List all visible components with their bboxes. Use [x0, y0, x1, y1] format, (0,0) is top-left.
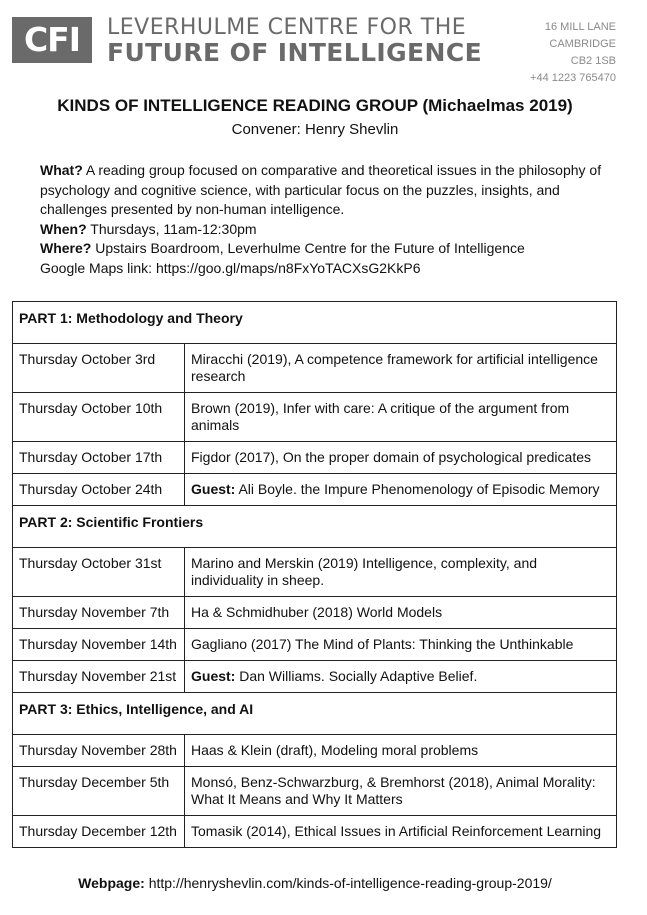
section-row: [13, 506, 617, 548]
session-reading: Monsó, Benz-Schwarzburg, & Bremhorst (2018), Animal Morality: What It Means and Why It Matters: [191, 774, 596, 807]
session-reading-cell: [185, 344, 617, 393]
session-row: [13, 548, 617, 597]
address-line: CB2 1SB: [570, 55, 616, 67]
session-row: [13, 474, 617, 506]
session-date: Thursday November 7th: [13, 597, 185, 629]
session-reading: Brown (2019), Infer with care: A critique of the argument from animals: [191, 400, 570, 433]
session-reading-cell: [185, 548, 617, 597]
session-row: [13, 735, 617, 767]
session-reading-cell: [185, 393, 617, 442]
cfi-logo: CFI: [12, 17, 92, 63]
session-reading: Ha & Schmidhuber (2018) World Models: [191, 604, 443, 620]
session-reading-cell: [185, 767, 617, 816]
session-row: [13, 629, 617, 661]
session-reading-cell: [185, 661, 617, 693]
session-row: [13, 816, 617, 848]
where-text: Upstairs Boardroom, Leverhulme Centre for the Future of Intelligence: [95, 240, 525, 256]
session-reading-cell: [185, 442, 617, 474]
when-text: Thursdays, 11am-12:30pm: [90, 220, 257, 237]
session-row: [13, 442, 617, 474]
when-label: When?: [40, 220, 87, 237]
session-row: [13, 344, 617, 393]
address-line: 16 MILL LANE: [544, 21, 616, 33]
webpage-link[interactable]: http://henryshevlin.com/kinds-of-intelligence-reading-group-2019/: [148, 875, 552, 891]
session-reading-cell: [185, 735, 617, 767]
session-reading: Ali Boyle. the Impure Phenomenology of Episodic Memory: [238, 481, 600, 497]
what-paragraph: [40, 161, 610, 220]
section-title: PART 1: Methodology and Theory: [13, 302, 617, 344]
session-reading: Gagliano (2017) The Mind of Plants: Thinking the Unthinkable: [191, 636, 574, 652]
info-block: [40, 161, 610, 278]
session-date: Thursday December 12th: [13, 816, 185, 848]
session-row: [13, 393, 617, 442]
session-date: Thursday October 3rd: [13, 344, 185, 393]
where-paragraph: [40, 239, 610, 259]
session-reading: Figdor (2017), On the proper domain of psychological predicates: [191, 449, 591, 465]
when-paragraph: [40, 220, 610, 240]
session-date: Thursday November 28th: [13, 735, 185, 767]
session-reading-cell: [185, 816, 617, 848]
session-date: Thursday October 24th: [13, 474, 185, 506]
session-reading-cell: [185, 474, 617, 506]
convener: Convener: Henry Shevlin: [231, 121, 399, 138]
section-row: [13, 693, 617, 735]
schedule-table: [12, 301, 617, 848]
address-line: CAMBRIDGE: [549, 38, 616, 50]
session-reading-cell: [185, 629, 617, 661]
section-row: [13, 302, 617, 344]
address-phone: +44 1223 765470: [530, 72, 616, 84]
session-date: Thursday November 14th: [13, 629, 185, 661]
maps-link[interactable]: Google Maps link: https://goo.gl/maps/n8FxYoTACXsG2KkP6: [40, 259, 421, 276]
section-title: PART 3: Ethics, Intelligence, and AI: [13, 693, 617, 735]
session-reading: Haas & Klein (draft), Modeling moral problems: [191, 742, 479, 758]
schedule-body: [13, 302, 617, 848]
what-label: What?: [40, 162, 83, 178]
session-reading: Dan Williams. Socially Adaptive Belief.: [239, 668, 478, 684]
session-reading: Miracchi (2019), A competence framework for artificial intelligence research: [191, 351, 598, 384]
guest-label: Guest:: [191, 481, 236, 497]
footer: [0, 875, 630, 891]
session-date: Thursday October 31st: [13, 548, 185, 597]
what-text: A reading group focused on comparative and theoretical issues in the philosophy of psychology and cognitive science, with particular focus on the puzzles, insights, and challenges presented by non-human intelligence.: [40, 162, 602, 217]
session-row: [13, 661, 617, 693]
session-date: Thursday December 5th: [13, 767, 185, 816]
session-row: [13, 597, 617, 629]
webpage-label: Webpage:: [78, 875, 145, 891]
session-reading: Tomasik (2014), Ethical Issues in Artificial Reinforcement Learning: [191, 823, 602, 839]
address-block: [530, 19, 616, 87]
session-reading-cell: [185, 597, 617, 629]
org-name-line1: LEVERHULME CENTRE FOR THE: [107, 15, 467, 40]
section-title: PART 2: Scientific Frontiers: [13, 506, 617, 548]
guest-label: Guest:: [191, 668, 236, 684]
session-reading: Marino and Merskin (2019) Intelligence, complexity, and individuality in sheep.: [191, 555, 538, 588]
session-date: Thursday November 21st: [13, 661, 185, 693]
where-label: Where?: [40, 240, 92, 256]
session-row: [13, 767, 617, 816]
page-title: KINDS OF INTELLIGENCE READING GROUP (Michaelmas 2019): [57, 96, 573, 115]
session-date: Thursday October 10th: [13, 393, 185, 442]
org-name-line2: FUTURE OF INTELLIGENCE: [107, 38, 483, 67]
session-date: Thursday October 17th: [13, 442, 185, 474]
